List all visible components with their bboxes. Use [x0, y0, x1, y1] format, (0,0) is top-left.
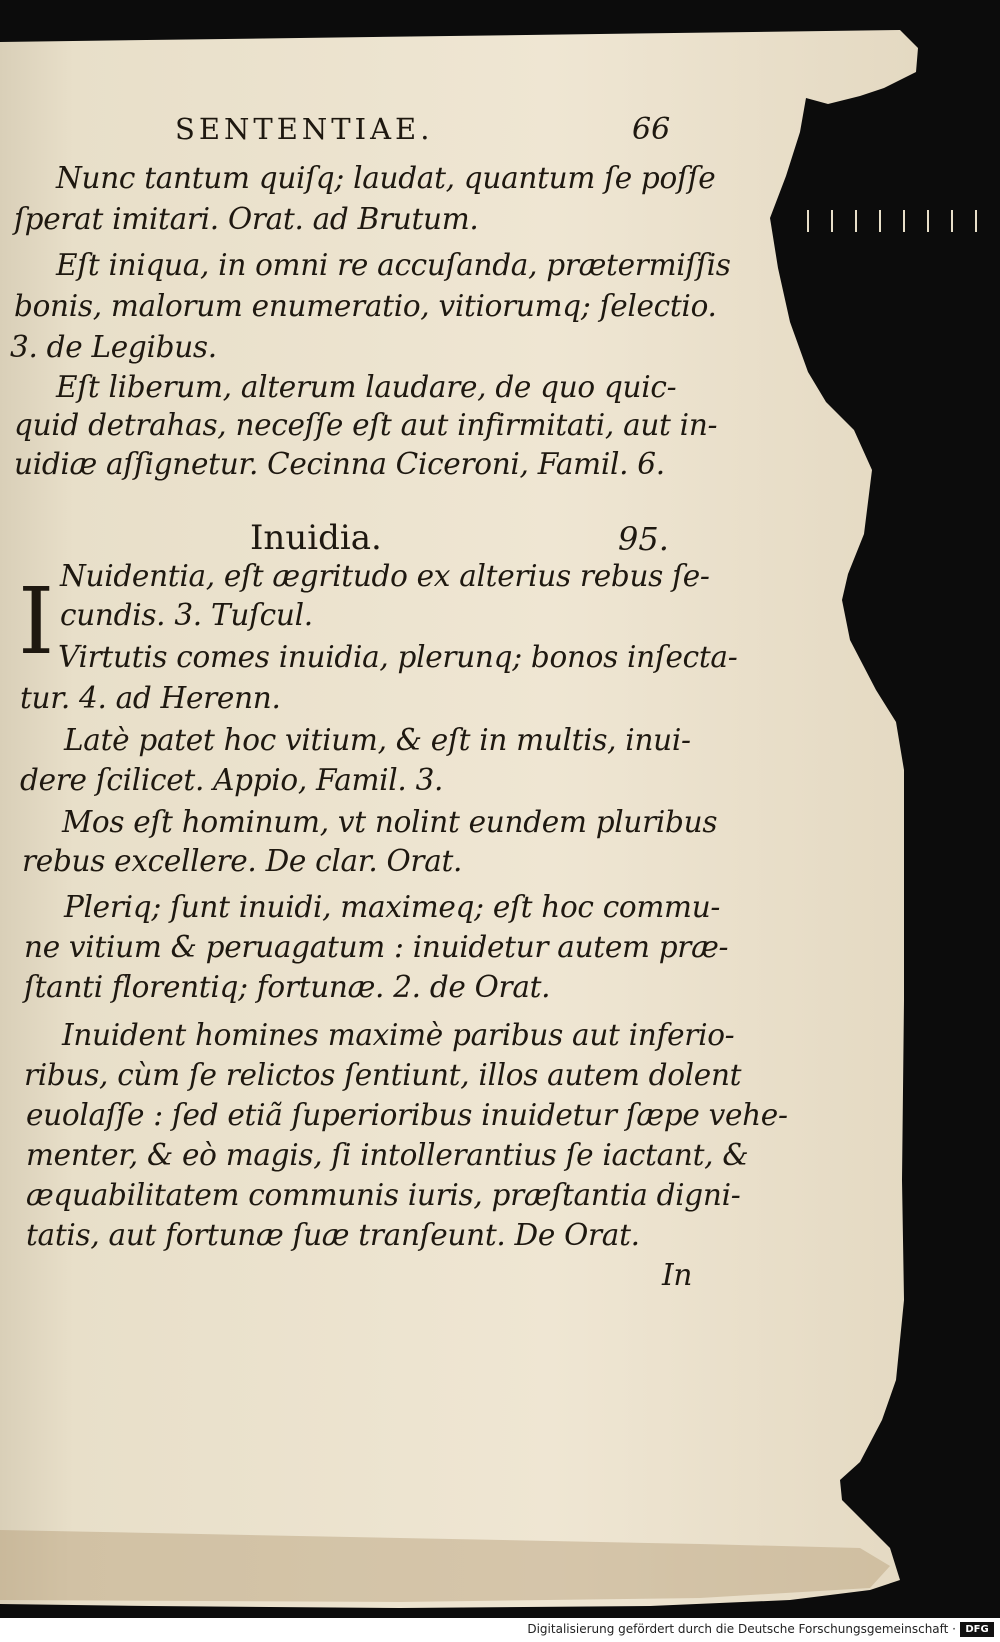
text-line: Mos eſt hominum, vt nolint eundem pluribus — [62, 805, 718, 839]
text-line: Eſt iniqua, in omni re accuſanda, prætermiſſis — [56, 248, 731, 282]
running-title: SENTENTIAE. — [175, 112, 434, 146]
page-number: 66 — [632, 112, 671, 147]
catchword: In — [662, 1258, 693, 1292]
text-line: ſperat imitari. Orat. ad Brutum. — [14, 202, 479, 236]
text-line: Eſt liberum, alterum laudare, de quo quic- — [56, 370, 677, 404]
text-line: euolaſſe : ſed etiã ſuperioribus inuidetur ſæpe vehe- — [26, 1098, 788, 1132]
text-line: Nuidentia, eſt ægritudo ex alterius rebus ſe- — [60, 559, 710, 593]
dfg-logo: DFG — [960, 1622, 994, 1637]
text-line: uidiæ aſſignetur. Cecinna Ciceroni, Famil. 6. — [14, 447, 665, 481]
text-line: bonis, malorum enumeratio, vitiorumq; ſelectio. — [14, 289, 717, 323]
text-line: ſtanti florentiq; fortunæ. 2. de Orat. — [24, 970, 551, 1004]
text-line: ne vitium & peruagatum : inuidetur autem præ- — [24, 930, 729, 964]
text-line: cundis. 3. Tuſcul. — [60, 598, 313, 632]
text-line: tatis, aut fortunæ ſuæ tranſeunt. De Orat. — [26, 1218, 640, 1252]
text-line: dere ſcilicet. Appio, Famil. 3. — [20, 763, 444, 797]
text-line: Pleriq; ſunt inuidi, maximeq; eſt hoc commu- — [64, 890, 721, 924]
text-line: æquabilitatem communis iuris, præſtantia digni- — [26, 1178, 741, 1212]
text-line: 3. de Legibus. — [10, 330, 217, 364]
section-number: 95. — [618, 520, 669, 558]
footer-credit: Digitalisierung gefördert durch die Deutsche Forschungsgemeinschaft · — [527, 1622, 956, 1636]
digitization-footer — [0, 1618, 1000, 1642]
text-line: ribus, cùm ſe relictos ſentiunt, illos autem dolent — [24, 1058, 742, 1092]
section-heading: Inuidia. — [250, 518, 382, 558]
text-line: quid detrahas, neceſſe eſt aut infirmitati, aut in- — [14, 408, 718, 442]
text-line: Virtutis comes inuidia, plerunq; bonos inſecta- — [58, 640, 738, 674]
text-line: Latè patet hoc vitium, & eſt in multis, inui- — [64, 723, 691, 757]
drop-capital: I — [18, 568, 55, 675]
text-line: menter, & eò magis, ſi intollerantius ſe iactant, & — [26, 1138, 749, 1172]
text-line: Nunc tantum quiſq; laudat, quantum ſe poſſe — [56, 161, 716, 195]
text-line: tur. 4. ad Herenn. — [20, 681, 281, 715]
text-line: Inuident homines maximè paribus aut inferio- — [62, 1018, 735, 1052]
text-line: rebus excellere. De clar. Orat. — [22, 844, 463, 878]
